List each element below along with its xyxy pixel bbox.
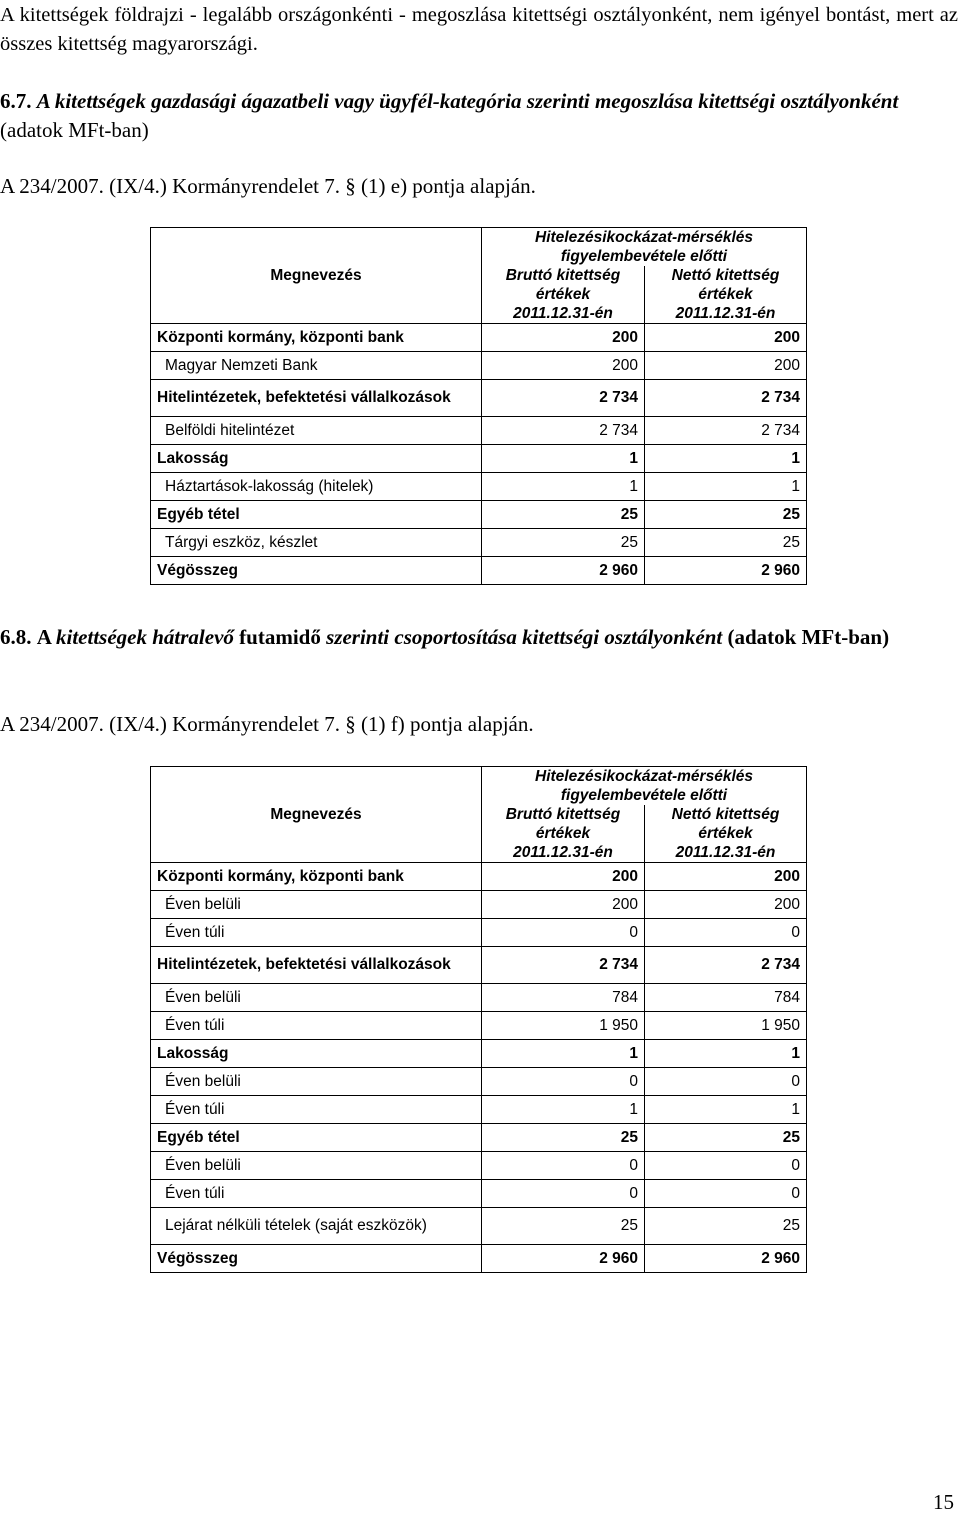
row-label: Egyéb tétel [151,1124,482,1152]
table-row [151,919,807,947]
net-value: 25 [645,1208,807,1245]
gross-value: 200 [482,863,645,891]
gross-value: 1 [482,445,645,473]
section-number: 6.8. [0,625,32,649]
sector-exposure-table [150,227,807,585]
net-value: 1 [645,1040,807,1068]
net-value: 200 [645,863,807,891]
row-label: Éven belüli [151,984,482,1012]
net-value: 1 [645,445,807,473]
header-group: Hitelezésikockázat-mérséklés figyelembevétele előtti [482,767,807,806]
row-label: Egyéb tétel [151,501,482,529]
gross-value: 1 950 [482,1012,645,1040]
table-row [151,1152,807,1180]
table-body [151,863,807,1273]
regulation-reference: A 234/2007. (IX/4.) Kormányrendelet 7. § (1) e) pontja alapján. [0,174,536,198]
section-title [37,625,889,649]
gross-value: 25 [482,501,645,529]
net-value: 0 [645,1068,807,1096]
table-row [151,501,807,529]
gross-value: 1 [482,1040,645,1068]
net-value: 2 734 [645,417,807,445]
title-part: A [36,625,57,649]
row-label: Éven túli [151,1180,482,1208]
net-value: 200 [645,352,807,380]
gross-value: 784 [482,984,645,1012]
gross-value: 0 [482,1152,645,1180]
title-part: szerinti csoportosítása kitettségi osztályonként [326,625,723,649]
table-row [151,1040,807,1068]
row-label: Éven belüli [151,1068,482,1096]
row-label: Belföldi hitelintézet [151,417,482,445]
net-value: 200 [645,891,807,919]
row-label: Éven belüli [151,1152,482,1180]
table-row [151,1096,807,1124]
row-label: Magyar Nemzeti Bank [151,352,482,380]
header-group: Hitelezésikockázat-mérséklés figyelembevétele előtti [482,228,807,267]
table-row [151,947,807,984]
intro-paragraph: A kitettségek földrajzi - legalább országonkénti - megoszlása kitettségi osztályonként, nem igényel bontást, mert az összes kitettség magyarországi. [0,4,958,55]
maturity-exposure-table [150,766,807,1273]
gross-value: 2 734 [482,380,645,417]
header-name: Megnevezés [151,228,482,324]
header-net-label: Nettó kitettség értékek [671,267,780,303]
net-value: 200 [645,324,807,352]
net-value: 25 [645,1124,807,1152]
gross-value: 200 [482,891,645,919]
header-net-label: Nettó kitettség értékek [671,806,780,842]
row-label: Lakosság [151,445,482,473]
section-title-unit: (adatok MFt-ban) [0,118,149,142]
net-value: 2 734 [645,947,807,984]
table-row [151,984,807,1012]
gross-value: 25 [482,529,645,557]
row-label: Éven belüli [151,891,482,919]
title-part: (adatok MFt-ban) [722,625,890,649]
table-row [151,417,807,445]
regulation-reference: A 234/2007. (IX/4.) Kormányrendelet 7. § (1) f) pontja alapján. [0,712,534,736]
gross-value: 2 734 [482,947,645,984]
net-value: 2 960 [645,557,807,585]
table-row [151,1245,807,1273]
net-value: 1 950 [645,1012,807,1040]
table-row [151,1180,807,1208]
row-label: Éven túli [151,1096,482,1124]
page-number: 15 [933,1490,954,1514]
row-label: Éven túli [151,1012,482,1040]
gross-value: 200 [482,324,645,352]
table-row [151,1124,807,1152]
table-row [151,473,807,501]
net-value: 0 [645,1152,807,1180]
net-value: 1 [645,473,807,501]
row-label: Központi kormány, központi bank [151,324,482,352]
table-row [151,445,807,473]
net-value: 1 [645,1096,807,1124]
gross-value: 2 960 [482,557,645,585]
table-row [151,891,807,919]
section-heading-6-8 [0,623,958,652]
header-gross-date: 2011.12.31-én [513,305,613,322]
table-row [151,557,807,585]
net-value: 0 [645,1180,807,1208]
header-gross-date: 2011.12.31-én [513,844,613,861]
row-label: Hitelintézetek, befektetési vállalkozások [151,947,482,984]
table-row [151,324,807,352]
net-value: 2 734 [645,380,807,417]
net-value: 25 [645,529,807,557]
section-heading-6-7 [0,87,958,145]
row-label: Tárgyi eszköz, készlet [151,529,482,557]
row-label: Lejárat nélküli tételek (saját eszközök) [151,1208,482,1245]
header-net-date: 2011.12.31-én [675,844,776,861]
gross-value: 200 [482,352,645,380]
gross-value: 0 [482,1068,645,1096]
header-gross-label: Bruttó kitettség értékek [505,267,621,303]
section-number: 6.7. [0,89,32,113]
table-row [151,352,807,380]
header-gross [482,266,645,324]
table-row [151,1012,807,1040]
row-label: Végösszeg [151,557,482,585]
gross-value: 0 [482,919,645,947]
header-net-date: 2011.12.31-én [675,305,776,322]
gross-value: 1 [482,473,645,501]
table-row [151,380,807,417]
gross-value: 25 [482,1124,645,1152]
header-net [645,805,807,863]
net-value: 0 [645,919,807,947]
net-value: 784 [645,984,807,1012]
row-label: Központi kormány, központi bank [151,863,482,891]
row-label: Éven túli [151,919,482,947]
gross-value: 25 [482,1208,645,1245]
gross-value: 0 [482,1180,645,1208]
title-part: kitettségek [56,625,147,649]
gross-value: 2 960 [482,1245,645,1273]
title-part: hátralevő [152,625,234,649]
table-body [151,324,807,585]
header-gross [482,805,645,863]
row-label: Végösszeg [151,1245,482,1273]
net-value: 25 [645,501,807,529]
header-name: Megnevezés [151,767,482,863]
title-part: futamidő [233,625,327,649]
table-row [151,863,807,891]
gross-value: 2 734 [482,417,645,445]
header-net [645,266,807,324]
net-value: 2 960 [645,1245,807,1273]
table-row [151,1208,807,1245]
row-label: Hitelintézetek, befektetési vállalkozások [151,380,482,417]
header-gross-label: Bruttó kitettség értékek [505,806,621,842]
row-label: Háztartások-lakosság (hitelek) [151,473,482,501]
table-row [151,1068,807,1096]
gross-value: 1 [482,1096,645,1124]
table-row [151,529,807,557]
row-label: Lakosság [151,1040,482,1068]
section-title: A kitettségek gazdasági ágazatbeli vagy ügyfél-kategória szerinti megoszlása kitettségi osztályonként [36,89,899,113]
